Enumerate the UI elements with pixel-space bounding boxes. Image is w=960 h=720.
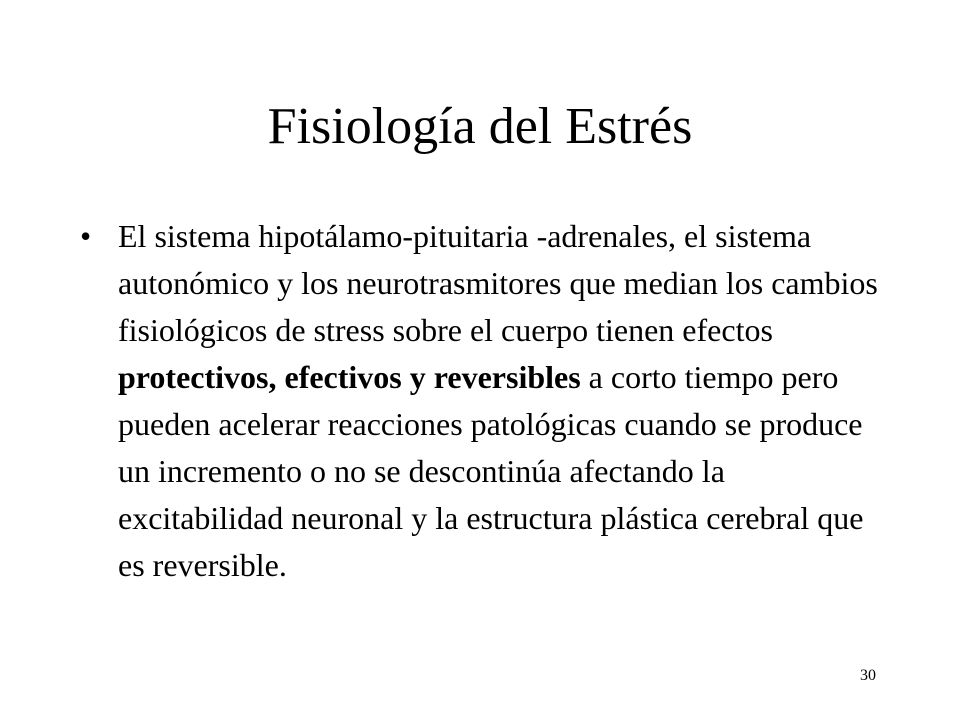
bullet-text [118,213,878,589]
slide-title: Fisiología del Estrés [267,98,693,155]
bullet-marker: • [80,218,92,254]
bullet-text-part-1: El sistema hipotálamo-pituitaria -adrenales, el sistema autonómico y los neurotrasmitores que median los cambios fisiológicos de stress sobre el cuerpo tienen efectos [118,218,878,348]
bullet-item [80,213,900,589]
bullet-text-part-2: a corto tiempo pero pueden acelerar reacciones patológicas cuando se produce un incremento o no se descontinúa afectando la excitabilidad neuronal y la estructura plástica cerebral que es reversible. [118,359,864,583]
bullet-list [80,213,900,589]
slide-number: 30 [860,667,876,684]
bullet-text-bold: protectivos, efectivos y reversibles [118,359,581,395]
